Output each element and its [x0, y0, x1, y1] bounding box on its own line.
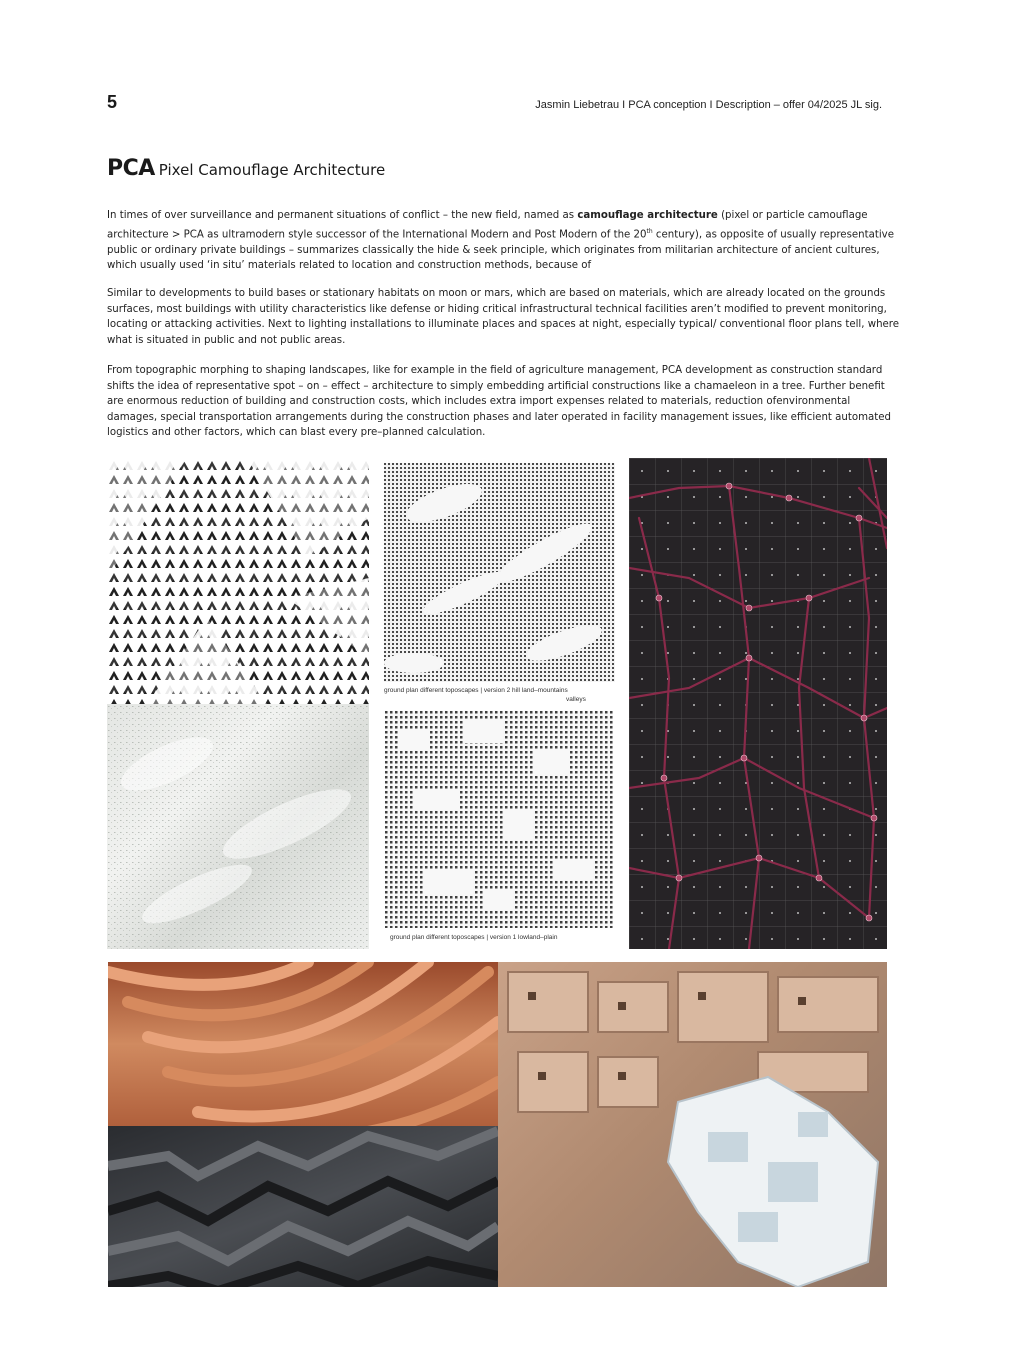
triangle-pattern-image [107, 458, 369, 704]
toposcape-version2-svg [384, 463, 615, 682]
terracotta-louvre-svg [108, 962, 498, 1126]
caption-version1: ground plan different toposcapes | version 1 lowland–plain [390, 934, 558, 941]
p1-text-b: (pixel or particle camouflage architecture > PCA as ultramodern style successor of the International Modern and Post Modern of the 20 [107, 210, 868, 240]
p1-text-a: In times of over surveillance and permanent situations of conflict – the new field, named as [107, 210, 578, 221]
caption-version2-line2: valleys [566, 696, 586, 703]
paragraph-3: From topographic morphing to shaping landscapes, like for example in the field of agriculture management, PCA development as construction standard shifts the idea of representative spot – on – effect – architecture to simply embedding artificial constructions like a chamaeleon in a tree. Further benefit are enormous reduction of building and construction costs, which includes extra import expenses related to materials, reduction ofenvironmental damages, special transportation arrangements during the construction phases and later operated in facility management issues, like efficient automated logistics and other factors, which can blast every pre–planned calculation. [107, 365, 891, 439]
p1-superscript: th [646, 227, 653, 235]
running-head: Jasmin Liebetrau I PCA conception I Description – offer 04/2025 JL sig. [535, 99, 882, 111]
page-number: 5 [107, 92, 118, 112]
p1-bold-term: camouflage architecture [577, 210, 718, 221]
toposcape-version2-image [384, 463, 615, 682]
clay-village-aerial-image [498, 962, 887, 1287]
title-abbreviation: PCA [107, 156, 155, 181]
white-texture-svg [107, 704, 369, 949]
toposcape-version1-svg [385, 711, 613, 928]
network-grid-svg [629, 458, 887, 949]
p1-text-c: century), as opposite of usually representative public or ordinary private buildings – summarizes classically the hide & seek principle, which originates from militarian architecture of ancient cultures, which usually used ‘in situ’ materials related to location and construction methods, because of [107, 228, 894, 272]
slate-stepped-svg [108, 1126, 498, 1287]
slate-stepped-image [108, 1126, 498, 1287]
caption-version2-line1: ground plan different toposcapes | version 2 hill land–mountains [384, 687, 568, 694]
triangle-pattern-svg [107, 458, 369, 704]
page-title [107, 156, 385, 181]
toposcape-version1-image [385, 711, 613, 928]
paragraph-1 [107, 208, 902, 274]
terracotta-louvre-image [108, 962, 498, 1126]
white-texture-image [107, 704, 369, 949]
clay-village-aerial-svg [498, 962, 887, 1287]
paragraph-2: Similar to developments to build bases or stationary habitats on moon or mars, which are based on materials, which are already located on the grounds surfaces, most buildings with utility characteristics like defense or hiding critical infrastructural technical facilities aren’t modified to prevent monitoring, locating or attacking activities. Next to lighting installations to illuminate places and spaces at night, especially typical/ conventional floor plans tell, where what is situated in public and not public areas. [107, 288, 900, 346]
network-grid-image [629, 458, 887, 949]
title-full: Pixel Camouflage Architecture [158, 161, 386, 179]
